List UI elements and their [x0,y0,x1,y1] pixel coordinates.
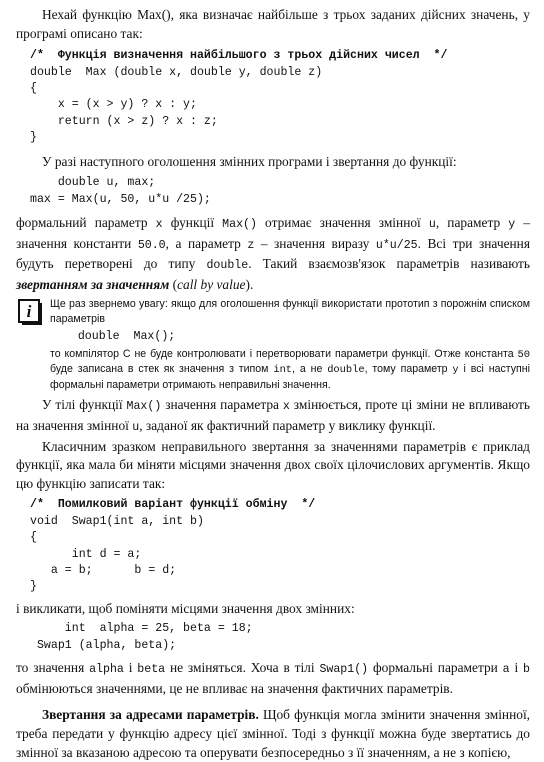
code-line: Swap1 (alpha, beta); [30,638,177,652]
term-emphasis: звертанням за значенням [16,276,170,292]
code-line: int d = a; [30,547,142,561]
section-heading: Звертання за адресами параметрів. [42,707,259,723]
text-run: обмінюються значеннями, це не впливає на значення фактичних параметрів. [16,680,453,696]
text-run: функції [162,215,223,231]
code-inline: z [247,238,255,252]
text-run: Щоб функція могла змінити значення змінної, треба передати у функцію адресу цієї змінної. Тоді з функції можна буде звертатись до змінної за вказаною адресою та оперувати безпосередньо з її значенням, а не з копією, [16,707,531,760]
code-line: { [30,531,37,545]
text-run: . Такий взаємозв'язок параметрів називають [248,256,530,272]
code-inline: y [508,218,516,232]
code-line: x = (x > y) ? x : y; [30,98,197,112]
code-inline: a [502,663,510,677]
code-line: } [30,580,37,594]
note-code: double Max(); [50,329,176,343]
code-line: return (x > z) ? x : z; [30,114,218,128]
paragraph-intro-max: Нехай функцію Max(), яка визначає найбільше з трьох заданих дійсних значень, у програмі описано так: [16,7,530,41]
text-run: – значення константи [16,215,531,251]
code-block-call [30,175,530,208]
code-inline: Max() [126,400,162,414]
paragraph-declaration: У разі наступного оголошення змінних програми і звертання до функції: [42,153,457,169]
code-block-max [30,48,530,146]
code-line: void Swap1(int a, int b) [30,514,204,528]
text-run: не зміняться. Хоча в тілі [165,660,320,676]
text-run: змінюється, проте ці зміни не впливають на значення змінної [16,397,530,433]
code-inline: b [523,663,531,677]
text-run: , а параметр [165,235,248,251]
text-run: і [123,660,138,676]
code-line: /* Помилковий варіант функції обміну */ [30,498,316,512]
code-inline: Swap1() [319,663,369,677]
code-line: { [30,82,37,95]
text-run: ). [245,276,254,292]
code-inline: int [273,364,293,377]
note-text-1: Ще раз звернемо увагу: якщо для оголошення функції використати прототип з порожнім списком параметрів [50,298,530,325]
code-inline: u [428,218,436,232]
text-run: і всі наступні формальні параметри отримають неправильні значення. [50,363,530,391]
code-block-swap [30,497,530,595]
text-run: і [509,660,524,676]
text-run: формальний параметр [16,215,156,231]
text-run: формальні параметри [368,660,503,676]
text-run: то значення [16,660,90,676]
code-inline: u [132,420,140,434]
code-line: /* Функція визначення найбільшого з трьох дійсних чисел */ [30,49,448,63]
code-line: double u, max; [30,176,156,190]
paragraph-body-change [16,396,530,437]
code-inline: y [452,364,459,377]
text-run: – значення виразу [254,235,376,251]
code-inline: double [327,364,365,377]
text-run: У тілі функції [42,397,127,413]
code-inline: 50 [517,348,530,361]
text-run: , заданої як фактичний параметр у виклику функції. [139,417,436,433]
text-run: ( [169,276,178,292]
code-line: max = Max(u, 50, u*u /25); [30,192,211,206]
paragraph-swap-result [16,659,530,698]
paragraph-call-by-address [16,706,530,762]
paragraph-swap-intro: Класичним зразком неправильного звертання за значеннями параметрів є приклад функції, яка мала би міняти місцями значення двох своїх цілочислових аргументів. Якщо цю функцію записати так: [16,438,530,491]
paragraph-call-swap: і викликати, щоб поміняти місцями значення двох змінних: [16,600,355,616]
code-line: a = b; b = d; [30,563,177,577]
code-line: double Max (double x, double y, double z) [30,65,323,79]
code-inline: x [282,400,290,414]
text-run: . Всі три значення будуть перетворені до типу [16,235,530,272]
code-inline: beta [137,663,166,677]
code-inline: Max() [222,218,257,232]
text-run: то компілятор С не буде контролювати і перетворювати параметри функції. Отже константа [50,347,518,360]
text-run: , параметр [435,215,509,231]
note-text-2 [50,347,530,393]
text-run: отримає значення змінної [256,215,429,231]
text-run: буде записана в стек як значення з типом [50,363,274,376]
info-icon: i [18,299,40,323]
code-inline: double [206,259,249,273]
term-english: call by value [177,276,246,292]
code-line: int alpha = 25, beta = 18; [30,622,253,636]
code-line: } [30,131,37,145]
code-inline: alpha [89,663,124,677]
info-note [16,297,530,392]
code-inline: u*u/25 [375,238,418,252]
text-run: , тому параметр [364,363,453,376]
code-inline: 50.0 [137,238,166,252]
text-run: , а не [292,363,328,376]
paragraph-call-by-value [16,214,530,294]
code-block-swap-call [30,621,530,654]
code-inline: x [155,218,163,232]
text-run: значення параметра [161,397,283,413]
